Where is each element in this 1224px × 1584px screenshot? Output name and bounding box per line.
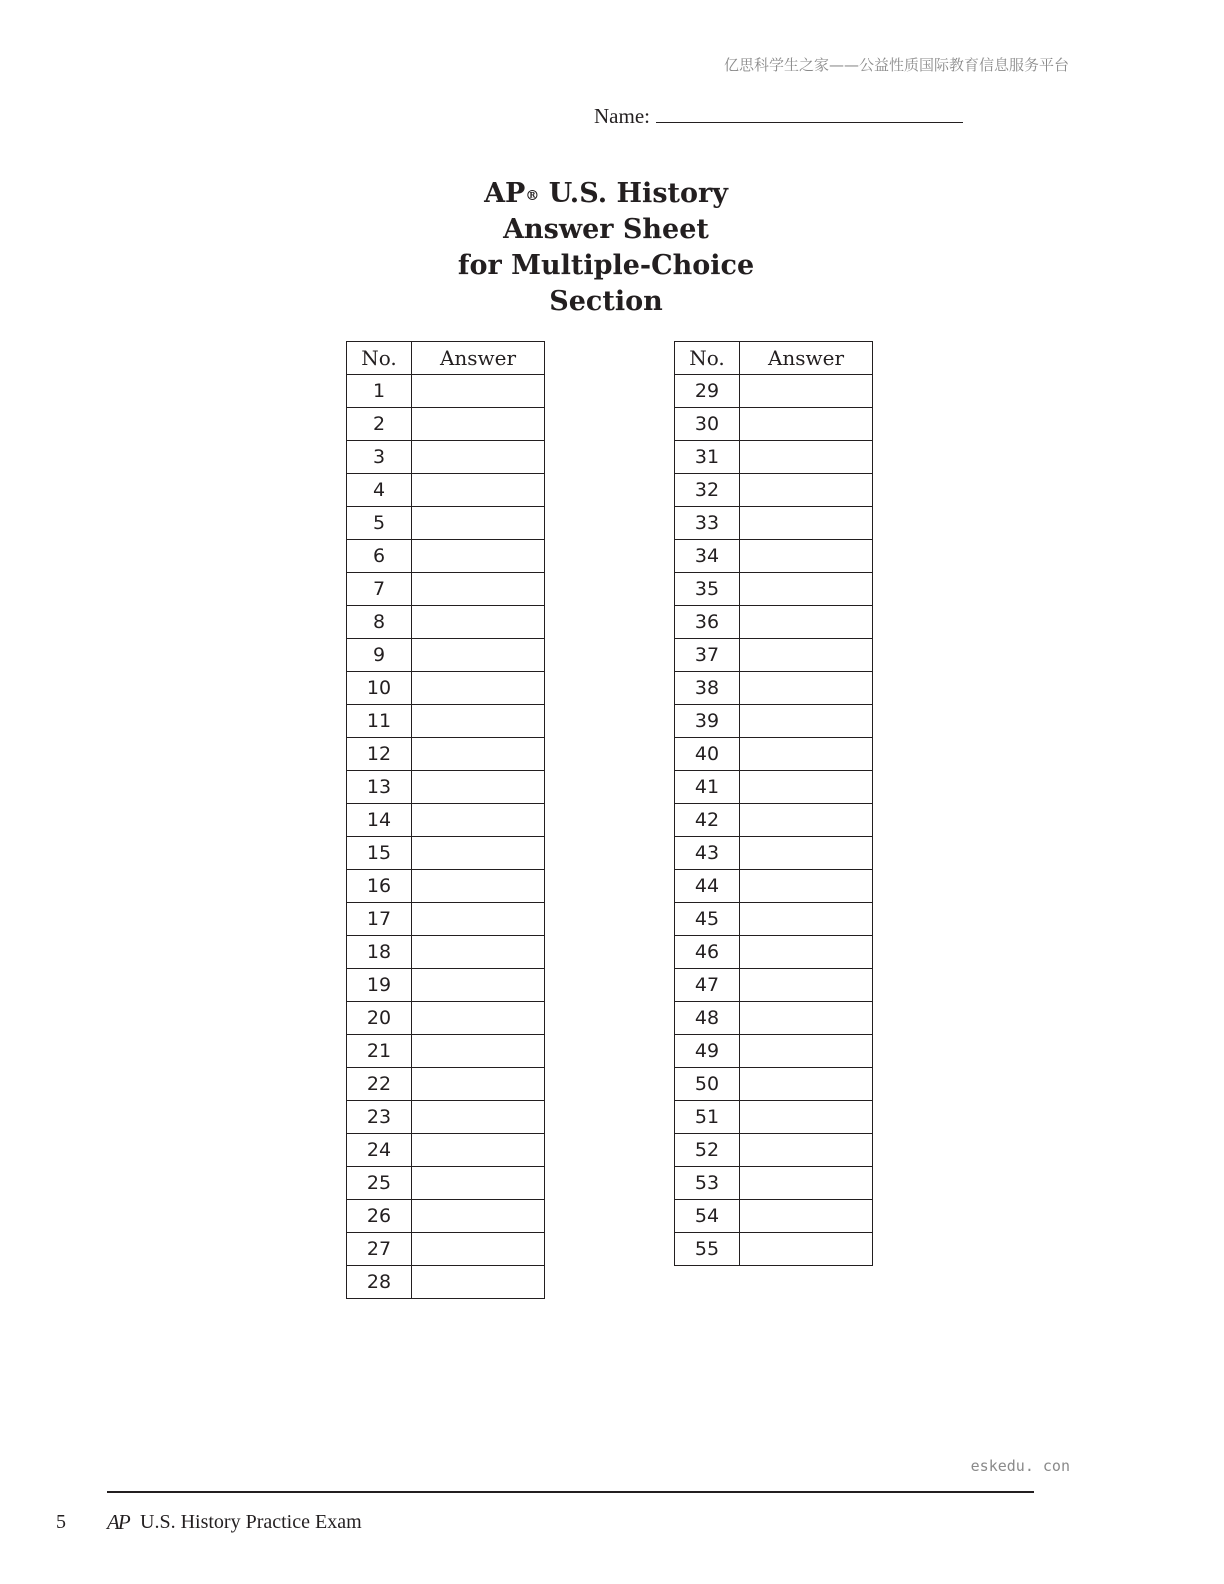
answer-row xyxy=(347,1233,545,1266)
footer-title: U.S. History Practice Exam xyxy=(140,1511,362,1533)
question-number: 12 xyxy=(347,738,412,771)
answer-cell[interactable] xyxy=(412,738,545,771)
question-number: 16 xyxy=(347,870,412,903)
question-number: 18 xyxy=(347,936,412,969)
answer-cell[interactable] xyxy=(740,903,873,936)
answer-row xyxy=(675,1002,873,1035)
answer-cell[interactable] xyxy=(412,837,545,870)
question-number: 13 xyxy=(347,771,412,804)
answer-row xyxy=(347,1134,545,1167)
answer-row xyxy=(675,606,873,639)
question-number: 55 xyxy=(675,1233,740,1266)
question-number: 14 xyxy=(347,804,412,837)
answer-row xyxy=(675,771,873,804)
answer-row xyxy=(675,672,873,705)
answer-row xyxy=(675,507,873,540)
answer-cell[interactable] xyxy=(740,804,873,837)
answer-cell[interactable] xyxy=(412,1233,545,1266)
answer-cell[interactable] xyxy=(740,606,873,639)
answer-cell[interactable] xyxy=(412,408,545,441)
question-number: 44 xyxy=(675,870,740,903)
page-number: 5 xyxy=(56,1511,66,1533)
question-number: 39 xyxy=(675,705,740,738)
answer-cell[interactable] xyxy=(412,507,545,540)
answer-cell[interactable] xyxy=(412,1035,545,1068)
answer-cell[interactable] xyxy=(740,1200,873,1233)
answer-cell[interactable] xyxy=(740,1134,873,1167)
answer-row xyxy=(675,903,873,936)
question-number: 8 xyxy=(347,606,412,639)
question-number: 54 xyxy=(675,1200,740,1233)
ap-logo: AP xyxy=(107,1510,129,1534)
answer-cell[interactable] xyxy=(740,738,873,771)
header-answer: Answer xyxy=(412,342,545,375)
question-number: 11 xyxy=(347,705,412,738)
answer-row xyxy=(675,804,873,837)
answer-row xyxy=(347,1167,545,1200)
question-number: 26 xyxy=(347,1200,412,1233)
answer-cell[interactable] xyxy=(740,1035,873,1068)
answer-cell[interactable] xyxy=(740,771,873,804)
question-number: 46 xyxy=(675,936,740,969)
question-number: 17 xyxy=(347,903,412,936)
answer-cell[interactable] xyxy=(740,474,873,507)
answer-cell[interactable] xyxy=(412,1101,545,1134)
question-number: 33 xyxy=(675,507,740,540)
answer-row xyxy=(347,507,545,540)
answer-row xyxy=(347,573,545,606)
answer-row xyxy=(347,441,545,474)
question-number: 27 xyxy=(347,1233,412,1266)
answer-row xyxy=(675,408,873,441)
question-number: 10 xyxy=(347,672,412,705)
answer-cell[interactable] xyxy=(740,936,873,969)
question-number: 48 xyxy=(675,1002,740,1035)
answer-row xyxy=(347,771,545,804)
question-number: 41 xyxy=(675,771,740,804)
watermark-top: 亿思科学生之家——公益性质国际教育信息服务平台 xyxy=(723,56,1069,74)
answer-row xyxy=(347,375,545,408)
answer-cell[interactable] xyxy=(740,705,873,738)
answer-row xyxy=(675,1233,873,1266)
answer-cell[interactable] xyxy=(412,375,545,408)
answer-row xyxy=(347,738,545,771)
answer-row xyxy=(347,672,545,705)
answer-row xyxy=(347,903,545,936)
name-label: Name: xyxy=(594,104,650,128)
answer-row xyxy=(347,1035,545,1068)
answer-cell[interactable] xyxy=(412,606,545,639)
answer-row xyxy=(675,837,873,870)
answer-row xyxy=(675,1068,873,1101)
answer-cell[interactable] xyxy=(740,573,873,606)
answer-cell[interactable] xyxy=(412,1068,545,1101)
question-number: 31 xyxy=(675,441,740,474)
answer-cell[interactable] xyxy=(740,672,873,705)
answer-cell[interactable] xyxy=(412,804,545,837)
footer-divider xyxy=(107,1491,1034,1493)
question-number: 49 xyxy=(675,1035,740,1068)
name-underline[interactable] xyxy=(656,106,963,123)
answer-row xyxy=(347,408,545,441)
question-number: 40 xyxy=(675,738,740,771)
answer-row xyxy=(675,375,873,408)
answer-cell[interactable] xyxy=(740,1233,873,1266)
answer-cell[interactable] xyxy=(740,870,873,903)
watermark-bottom: eskedu. con xyxy=(970,1457,1070,1475)
question-number: 1 xyxy=(347,375,412,408)
answer-row xyxy=(675,936,873,969)
question-number: 20 xyxy=(347,1002,412,1035)
answer-row xyxy=(347,870,545,903)
answer-cell[interactable] xyxy=(740,375,873,408)
answer-cell[interactable] xyxy=(740,1002,873,1035)
question-number: 43 xyxy=(675,837,740,870)
answer-row xyxy=(347,837,545,870)
header-no: No. xyxy=(347,342,412,375)
question-number: 19 xyxy=(347,969,412,1002)
question-number: 6 xyxy=(347,540,412,573)
answer-row xyxy=(675,705,873,738)
answer-cell[interactable] xyxy=(740,1101,873,1134)
answer-cell[interactable] xyxy=(412,903,545,936)
answer-cell[interactable] xyxy=(412,441,545,474)
answer-row xyxy=(675,1035,873,1068)
question-number: 37 xyxy=(675,639,740,672)
question-number: 50 xyxy=(675,1068,740,1101)
question-number: 5 xyxy=(347,507,412,540)
title-line-2: Answer Sheet xyxy=(503,214,709,245)
answer-cell[interactable] xyxy=(412,573,545,606)
answer-table-left xyxy=(346,341,545,1299)
answer-cell[interactable] xyxy=(740,969,873,1002)
question-number: 7 xyxy=(347,573,412,606)
answer-cell[interactable] xyxy=(412,672,545,705)
question-number: 51 xyxy=(675,1101,740,1134)
answer-cell[interactable] xyxy=(412,1167,545,1200)
answer-row xyxy=(675,738,873,771)
answer-table-right xyxy=(674,341,873,1266)
answer-cell[interactable] xyxy=(740,639,873,672)
answer-cell[interactable] xyxy=(412,1002,545,1035)
question-number: 34 xyxy=(675,540,740,573)
answer-row xyxy=(347,1068,545,1101)
answer-row xyxy=(675,1101,873,1134)
answer-cell[interactable] xyxy=(740,837,873,870)
question-number: 32 xyxy=(675,474,740,507)
question-number: 45 xyxy=(675,903,740,936)
title-line-3: for Multiple-Choice Section xyxy=(457,250,755,317)
question-number: 21 xyxy=(347,1035,412,1068)
answer-row xyxy=(347,606,545,639)
answer-row xyxy=(675,639,873,672)
answer-row xyxy=(347,1200,545,1233)
answer-cell[interactable] xyxy=(412,969,545,1002)
answer-cell[interactable] xyxy=(412,1134,545,1167)
answer-row xyxy=(347,540,545,573)
question-number: 22 xyxy=(347,1068,412,1101)
question-number: 28 xyxy=(347,1266,412,1299)
answer-cell[interactable] xyxy=(412,474,545,507)
answer-row xyxy=(347,1266,545,1299)
question-number: 24 xyxy=(347,1134,412,1167)
registered-mark: ® xyxy=(525,188,540,204)
answer-cell[interactable] xyxy=(412,639,545,672)
page-title xyxy=(406,176,806,320)
question-number: 53 xyxy=(675,1167,740,1200)
answer-row xyxy=(347,1002,545,1035)
answer-row xyxy=(347,1101,545,1134)
answer-row xyxy=(347,804,545,837)
answer-row xyxy=(675,969,873,1002)
question-number: 2 xyxy=(347,408,412,441)
question-number: 30 xyxy=(675,408,740,441)
answer-cell[interactable] xyxy=(412,540,545,573)
answer-cell[interactable] xyxy=(740,1167,873,1200)
answer-cell[interactable] xyxy=(412,1200,545,1233)
answer-row xyxy=(347,474,545,507)
header-answer: Answer xyxy=(740,342,873,375)
question-number: 47 xyxy=(675,969,740,1002)
answer-row xyxy=(675,1200,873,1233)
question-number: 15 xyxy=(347,837,412,870)
answer-cell[interactable] xyxy=(412,771,545,804)
question-number: 23 xyxy=(347,1101,412,1134)
question-number: 42 xyxy=(675,804,740,837)
answer-cell[interactable] xyxy=(740,507,873,540)
question-number: 3 xyxy=(347,441,412,474)
answer-cell[interactable] xyxy=(412,705,545,738)
answer-cell[interactable] xyxy=(740,441,873,474)
answer-row xyxy=(675,540,873,573)
answer-row xyxy=(675,573,873,606)
answer-cell[interactable] xyxy=(412,1266,545,1299)
question-number: 36 xyxy=(675,606,740,639)
answer-row xyxy=(347,639,545,672)
question-number: 35 xyxy=(675,573,740,606)
answer-cell[interactable] xyxy=(740,540,873,573)
question-number: 29 xyxy=(675,375,740,408)
answer-cell[interactable] xyxy=(412,870,545,903)
answer-row xyxy=(347,936,545,969)
answer-row xyxy=(675,441,873,474)
answer-row xyxy=(675,1134,873,1167)
answer-cell[interactable] xyxy=(740,408,873,441)
answer-row xyxy=(347,705,545,738)
answer-row xyxy=(675,474,873,507)
answer-row xyxy=(675,1167,873,1200)
answer-row xyxy=(347,969,545,1002)
question-number: 9 xyxy=(347,639,412,672)
answer-row xyxy=(675,870,873,903)
answer-cell[interactable] xyxy=(412,936,545,969)
name-field xyxy=(594,104,963,129)
question-number: 38 xyxy=(675,672,740,705)
answer-cell[interactable] xyxy=(740,1068,873,1101)
question-number: 52 xyxy=(675,1134,740,1167)
question-number: 4 xyxy=(347,474,412,507)
title-line-1: AP® U.S. History xyxy=(484,178,728,209)
header-no: No. xyxy=(675,342,740,375)
question-number: 25 xyxy=(347,1167,412,1200)
